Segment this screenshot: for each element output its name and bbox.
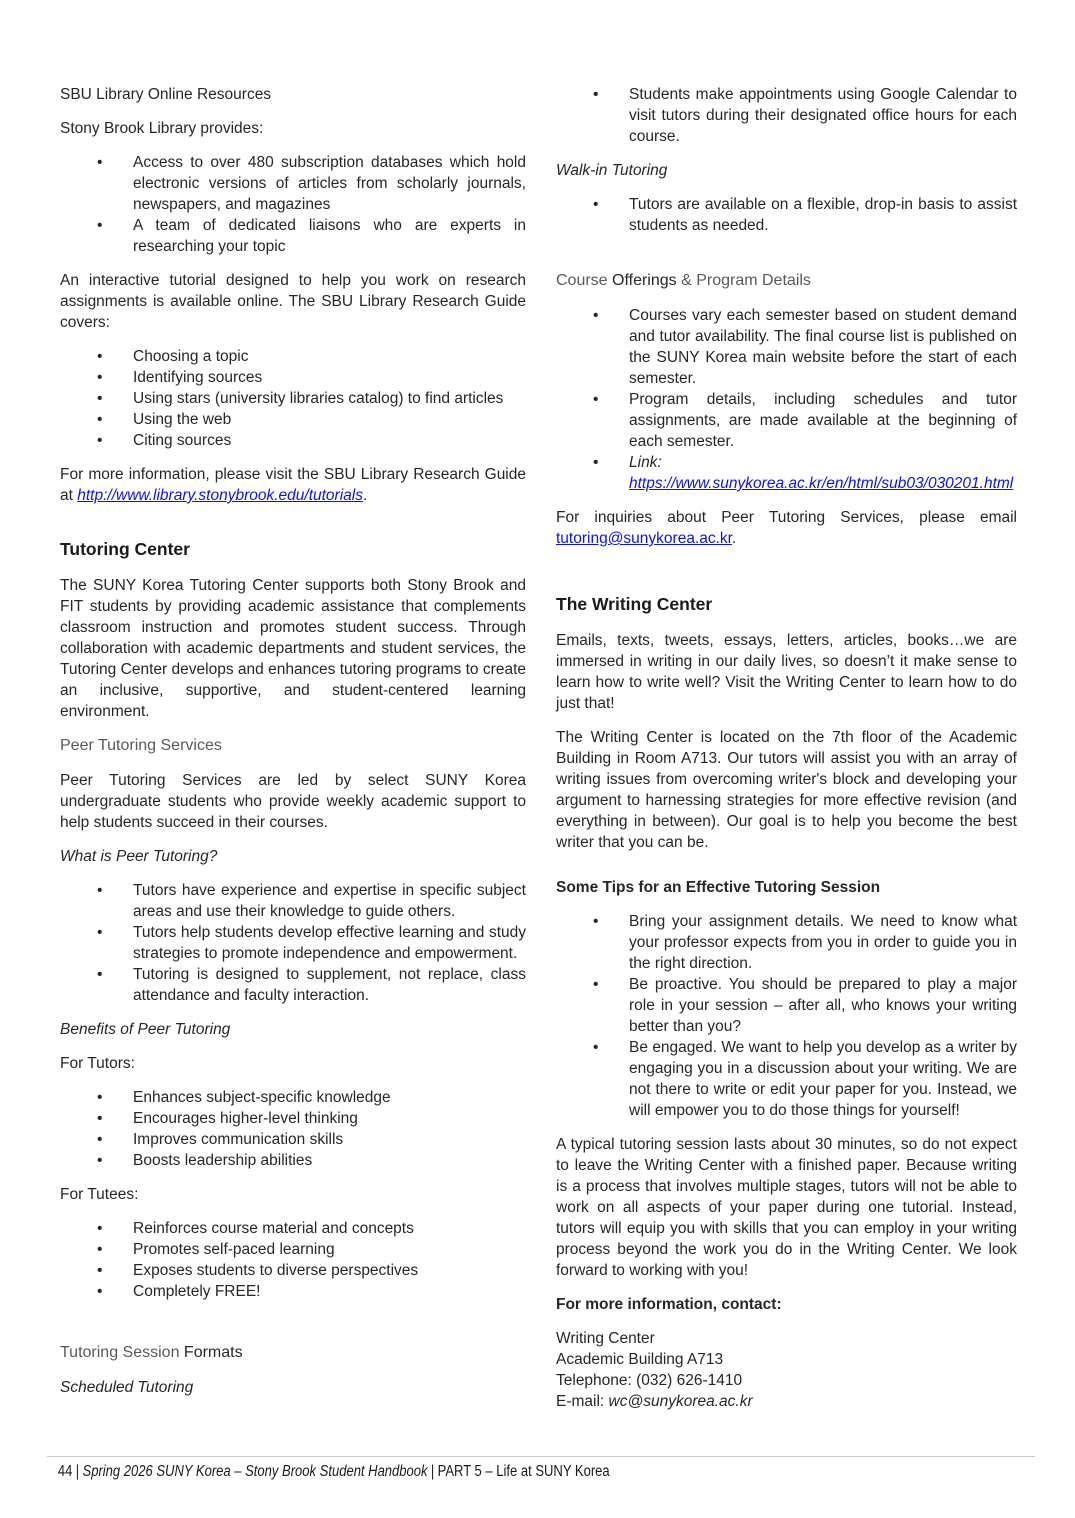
footer-separator: |	[75, 1463, 80, 1480]
list-item: • Using stars (university libraries catalog) to find articles	[60, 388, 526, 409]
list-item: • Tutors help students develop effective learning and study strategies to promote independence and empowerment.	[60, 922, 526, 964]
what-is-peer-tutoring-list	[60, 880, 526, 1006]
benefits-heading: Benefits of Peer Tutoring	[60, 1021, 231, 1038]
list-item: • Tutors have experience and expertise in specific subject areas and use their knowledge to guide others.	[60, 880, 526, 922]
list-item: • Courses vary each semester based on student demand and tutor availability. The final course list is published on the SUNY Korea main website before the start of each semester.	[556, 305, 1017, 389]
link-label: Link:	[629, 454, 662, 471]
inquiries-text: For inquiries about Peer Tutoring Services, please email	[556, 509, 1017, 526]
list-item: • Access to over 480 subscription databases which hold electronic versions of articles from scholarly journals, newspapers, and magazines	[60, 152, 526, 215]
contact-line: Academic Building A713	[556, 1351, 724, 1368]
course-heading-gray2: & Program Details	[676, 272, 811, 289]
tips-heading: Some Tips for an Effective Tutoring Session	[556, 879, 881, 896]
program-details-link[interactable]: https://www.sunykorea.ac.kr/en/html/sub03/030201.html	[629, 475, 1014, 492]
list-item: • Using the web	[60, 409, 526, 430]
for-tutors-label: For Tutors:	[60, 1055, 135, 1072]
more-info-suffix: .	[362, 487, 368, 504]
course-offerings-heading	[556, 270, 1017, 291]
list-item: • Citing sources	[60, 430, 526, 451]
session-formats-heading	[60, 1342, 526, 1363]
contact-block	[556, 1328, 1017, 1412]
footer-divider	[47, 1456, 1035, 1457]
list-item: • Enhances subject-specific knowledge	[60, 1087, 526, 1108]
course-offerings-list	[556, 305, 1017, 494]
list-item: • Students make appointments using Google Calendar to visit tutors during their designated office hours for each course.	[556, 84, 1017, 147]
tutorial-paragraph: An interactive tutorial designed to help you work on research assignments is available online. The SBU Library Research Guide covers:	[60, 272, 526, 331]
list-item: • Choosing a topic	[60, 346, 526, 367]
contact-line: Telephone: (032) 626-1410	[556, 1372, 743, 1389]
walkin-tutoring-heading: Walk-in Tutoring	[556, 162, 668, 179]
library-provides-list	[60, 152, 526, 257]
list-item: • Promotes self-paced learning	[60, 1239, 526, 1260]
session-formats-black: Formats	[183, 1344, 243, 1361]
footer-page-number: 44	[57, 1463, 73, 1480]
writing-center-email: wc@sunykorea.ac.kr	[608, 1393, 753, 1410]
list-item: • Boosts leadership abilities	[60, 1150, 526, 1171]
writing-center-intro-2: The Writing Center is located on the 7th floor of the Academic Building in Room A713. Our tutors will assist you with an array of writing issues from overcoming writer's block and developing your argument to harnessing strategies for more effective revision (and everything in between). Our goal is to help you become the best writer that you can be.	[556, 729, 1017, 851]
footer-separator: |	[430, 1463, 435, 1480]
footer-text	[47, 1463, 877, 1481]
writing-center-intro-1: Emails, texts, tweets, essays, letters, articles, books…we are immersed in writing in our daily lives, so doesn’t it make sense to learn how to write well? Visit the Writing Center to learn how to do just that!	[556, 632, 1017, 712]
peer-tutoring-inquiries	[556, 507, 1017, 549]
footer-part-label: PART 5 – Life at SUNY Korea	[437, 1463, 610, 1480]
list-item: • Bring your assignment details. We need to know what your professor expects from you in order to guide you in the right direction.	[556, 911, 1017, 974]
library-more-info	[60, 464, 526, 506]
writing-center-heading: The Writing Center	[556, 594, 713, 614]
contact-email-line	[556, 1391, 1017, 1412]
session-formats-gray: Tutoring Session	[60, 1344, 184, 1361]
right-column	[556, 84, 1017, 1412]
list-item: • Exposes students to diverse perspectives	[60, 1260, 526, 1281]
tutor-benefits-list	[60, 1087, 526, 1171]
email-label: E-mail:	[556, 1393, 609, 1410]
list-item: • Reinforces course material and concepts	[60, 1218, 526, 1239]
page-footer	[47, 1456, 1035, 1481]
session-paragraph: A typical tutoring session lasts about 30 minutes, so do not expect to leave the Writing Center with a finished paper. Because writing is a process that involves multiple stages, tutors will not be able to work on all aspects of your paper during one tutorial. Instead, tutors will equip you with skills that you can employ in your writing process beyond the work you do in the Writing Center. We look forward to working with you!	[556, 1136, 1017, 1279]
list-item-link	[556, 452, 1017, 494]
list-item: • Be engaged. We want to help you develop as a writer by engaging you in a discussion about your writing. We are not there to write or edit your paper for you. Instead, we will empower you to do those things for yourself!	[556, 1037, 1017, 1121]
course-heading-black: Offerings	[612, 272, 677, 289]
tutee-benefits-list	[60, 1218, 526, 1302]
list-item: • Completely FREE!	[60, 1281, 526, 1302]
research-guide-list	[60, 346, 526, 451]
left-column	[60, 84, 526, 1412]
list-item: • Tutors are available on a flexible, drop-in basis to assist students as needed.	[556, 194, 1017, 236]
peer-tutoring-services-intro: Peer Tutoring Services are led by select SUNY Korea undergraduate students who provide weekly academic support to help students succeed in their courses.	[60, 772, 526, 831]
tutoring-email-link[interactable]: tutoring@sunykorea.ac.kr	[556, 530, 732, 547]
more-info-text: For more information, please visit the SBU Library Research Guide at	[60, 466, 526, 504]
tutoring-center-intro: The SUNY Korea Tutoring Center supports both Stony Brook and FIT students by providing academic assistance that complements classroom instruction and promotes student success. Through collaboration with academic departments and student services, the Tutoring Center develops and enhances tutoring programs to create an inclusive, supportive, and student-centered learning environment.	[60, 577, 526, 720]
contact-line: Writing Center	[556, 1330, 655, 1347]
scheduled-tutoring-heading: Scheduled Tutoring	[60, 1379, 194, 1396]
what-is-peer-tutoring-heading: What is Peer Tutoring?	[60, 848, 218, 865]
inquiries-suffix: .	[732, 530, 737, 547]
list-item: • Tutoring is designed to supplement, not replace, class attendance and faculty interaction.	[60, 964, 526, 1006]
library-tutorials-link[interactable]: http://www.library.stonybrook.edu/tutorials	[77, 487, 363, 504]
peer-tutoring-services-heading: Peer Tutoring Services	[60, 737, 222, 754]
course-heading-gray1: Course	[556, 272, 613, 289]
footer-handbook-title: Spring 2026 SUNY Korea – Stony Brook Student Handbook	[82, 1463, 428, 1480]
list-item: • Encourages higher-level thinking	[60, 1108, 526, 1129]
walkin-tutoring-list	[556, 194, 1017, 236]
list-item: • Improves communication skills	[60, 1129, 526, 1150]
list-item: • Identifying sources	[60, 367, 526, 388]
list-item: • A team of dedicated liaisons who are experts in researching your topic	[60, 215, 526, 257]
list-item: • Be proactive. You should be prepared to play a major role in your session – after all, who knows your writing better than you?	[556, 974, 1017, 1037]
contact-heading: For more information, contact:	[556, 1296, 782, 1313]
scheduled-tutoring-list	[556, 84, 1017, 147]
sbu-library-heading: SBU Library Online Resources	[60, 86, 272, 103]
list-item: • Program details, including schedules and tutor assignments, are made available at the beginning of each semester.	[556, 389, 1017, 452]
tutoring-center-heading: Tutoring Center	[60, 539, 190, 559]
for-tutees-label: For Tutees:	[60, 1186, 139, 1203]
tips-list	[556, 911, 1017, 1121]
library-provides-intro: Stony Brook Library provides:	[60, 120, 264, 137]
